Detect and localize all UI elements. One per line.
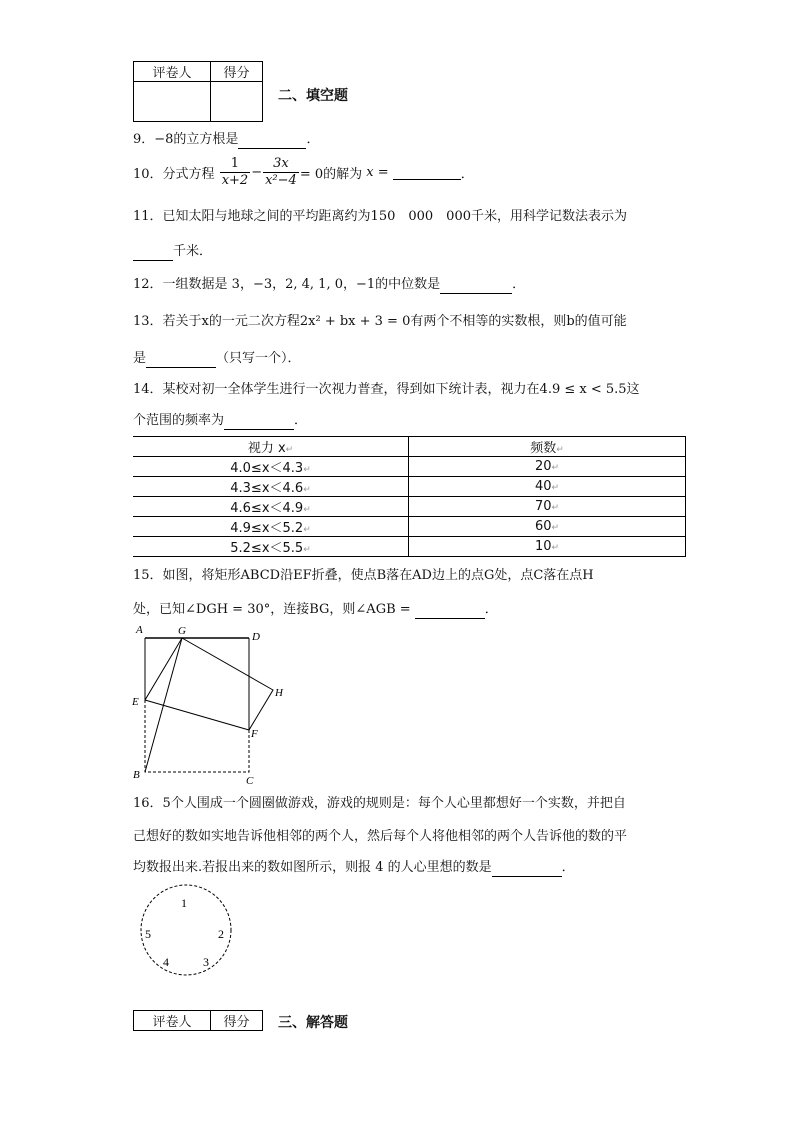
fraction-2-numerator: 3x xyxy=(263,156,299,173)
table-row xyxy=(133,537,686,557)
table-cell: 70↵ xyxy=(409,497,686,517)
question-13-line-2 xyxy=(133,350,301,368)
fraction-1-numerator: 1 xyxy=(220,156,251,173)
question-16-line-3 xyxy=(133,859,575,877)
fraction-1-denominator: x+2 xyxy=(221,173,249,188)
circle-number-5: 5 xyxy=(145,927,151,941)
answer-blank xyxy=(146,353,216,368)
question-12-end: ． xyxy=(512,277,526,292)
score-header: 得分 xyxy=(211,62,263,82)
dashed-rectangle xyxy=(145,700,249,772)
label-h: H xyxy=(275,687,283,699)
question-12-text: 12．一组数据是 3，−3，2, 4, 1, 0，−1的中位数是 xyxy=(133,277,441,292)
table-cell: 10↵ xyxy=(409,537,686,557)
label-g: G xyxy=(178,625,186,637)
question-13-line-1: 13．若关于x的一元二次方程2x² + bx + 3 = 0有两个不相等的实数根，则b的值可能 xyxy=(133,314,627,329)
question-10-equals: = 0的解为 xyxy=(299,167,363,182)
grader-cell xyxy=(134,82,211,122)
label-d: D xyxy=(252,631,260,643)
question-12 xyxy=(133,276,525,294)
fraction-2-denominator: x²−4 xyxy=(265,173,297,188)
question-10-prefix: 10．分式方程 xyxy=(133,167,215,182)
table-cell: 4.3≤x＜4.6↵ xyxy=(133,477,409,497)
answer-blank xyxy=(492,862,562,877)
question-11-line-1: 11．已知太阳与地球之间的平均距离约为150 000 000千米，用科学记数法表示为 xyxy=(133,209,627,224)
table-cell: 60↵ xyxy=(409,517,686,537)
fold-rectangle-figure xyxy=(125,620,295,790)
question-11-line-2 xyxy=(133,243,212,261)
question-15-line-1: 15．如图，将矩形ABCD沿EF折叠，使点B落在AD边上的点G处，点C落在点H xyxy=(133,568,594,583)
question-9-end: ． xyxy=(306,132,320,147)
grader-header: 评卷人 xyxy=(134,1011,211,1031)
minus-sign: − xyxy=(251,165,263,180)
vision-frequency-table xyxy=(133,436,686,557)
answer-blank xyxy=(238,134,306,149)
section-title-solutions: 三、解答题 xyxy=(278,1015,348,1031)
answer-blank xyxy=(440,279,512,294)
label-f: F xyxy=(251,728,258,740)
answer-blank xyxy=(224,415,294,430)
answer-blank xyxy=(393,165,461,180)
question-10-end: ． xyxy=(460,167,474,182)
table-row xyxy=(133,457,686,477)
question-14-end: ． xyxy=(294,413,308,428)
question-15-end: ． xyxy=(484,602,498,617)
score-header: 得分 xyxy=(211,1011,263,1031)
score-box-section3 xyxy=(133,1010,263,1031)
label-b: B xyxy=(133,769,140,781)
table-header-frequency: 频数↵ xyxy=(409,437,686,457)
question-16-text: 均数报出来.若报出来的数如图所示，则报 4 的人心里想的数是 xyxy=(133,860,492,875)
question-14-line-2 xyxy=(133,412,307,430)
folded-shape xyxy=(145,638,273,730)
table-header-row xyxy=(133,437,686,457)
circle-number-4: 4 xyxy=(163,955,169,969)
question-16-line-1: 16．5个人围成一个圆圈做游戏，游戏的规则是：每个人心里都想好一个实数，并把自 xyxy=(133,796,626,811)
question-13-start: 是 xyxy=(133,351,147,366)
question-14-text: 个范围的频率为 xyxy=(133,413,225,428)
table-cell: 20↵ xyxy=(409,457,686,477)
question-15-line-2 xyxy=(133,601,498,619)
table-header-vision: 视力 x↵ xyxy=(133,437,409,457)
question-11-end: 千米． xyxy=(173,244,213,259)
question-16-line-2: 己想好的数如实地告诉他相邻的两个人，然后每个人将他相邻的两个人告诉他的数的平 xyxy=(133,829,628,844)
label-e: E xyxy=(132,696,139,708)
question-14-line-1: 14．某校对初一全体学生进行一次视力普查，得到如下统计表，视力在4.9 ≤ x < 5.5这 xyxy=(133,382,640,397)
section-title-fill-in: 二、填空题 xyxy=(278,88,348,104)
circle-number-1: 1 xyxy=(181,896,187,910)
answer-blank xyxy=(415,604,485,619)
table-cell: 5.2≤x＜5.5↵ xyxy=(133,537,409,557)
circle-number-3: 3 xyxy=(203,955,209,969)
segment-bg xyxy=(145,638,182,772)
fraction-1 xyxy=(220,156,251,189)
fraction-2 xyxy=(263,156,299,189)
question-16-end: ． xyxy=(561,860,575,875)
label-c: C xyxy=(246,775,254,787)
question-10-equals-2: = xyxy=(373,165,393,180)
table-row xyxy=(133,477,686,497)
circle-game-figure xyxy=(138,882,238,982)
table-cell: 4.9≤x＜5.2↵ xyxy=(133,517,409,537)
table-row xyxy=(133,517,686,537)
question-15-text: 处，已知∠DGH = 30°，连接BG，则∠AGB = xyxy=(133,602,415,617)
question-10 xyxy=(133,156,474,189)
table-cell: 4.6≤x＜4.9↵ xyxy=(133,497,409,517)
score-cell xyxy=(211,82,263,122)
question-9 xyxy=(133,131,319,149)
table-row xyxy=(133,497,686,517)
answer-blank xyxy=(133,246,173,261)
grader-header: 评卷人 xyxy=(134,62,211,82)
table-cell: 4.0≤x＜4.3↵ xyxy=(133,457,409,477)
label-a: A xyxy=(136,624,143,636)
score-box-section2 xyxy=(133,61,263,122)
table-cell: 40↵ xyxy=(409,477,686,497)
question-10-variable: x xyxy=(366,165,374,180)
question-13-end: （只写一个）． xyxy=(216,351,301,366)
question-9-text: 9．−8的立方根是 xyxy=(133,132,239,147)
circle-number-2: 2 xyxy=(218,927,224,941)
